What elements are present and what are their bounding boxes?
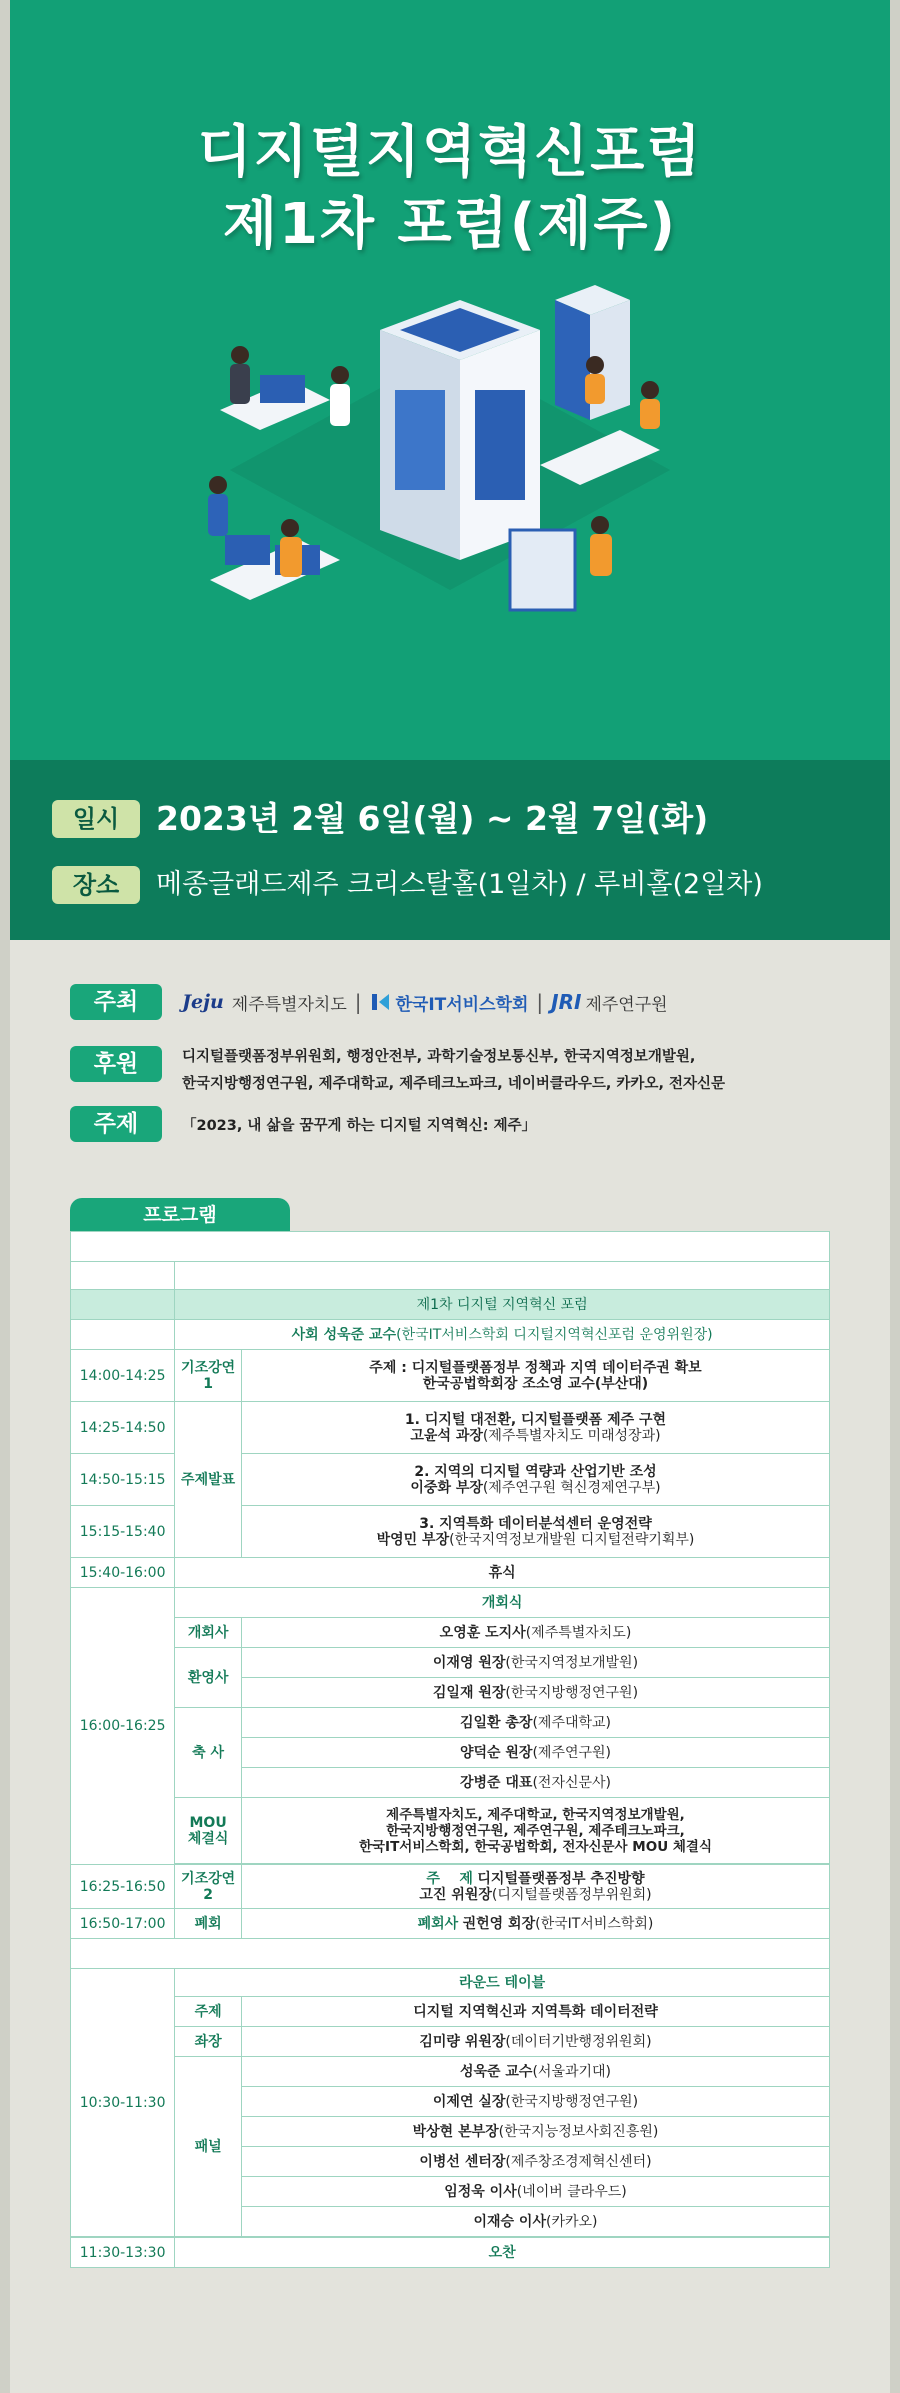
mc-affil: (한국IT서비스학회 디지털지역혁신포럼 운영위원장) <box>396 1326 713 1343</box>
category-cell: 좌장 <box>175 2027 242 2057</box>
date-label: 일시 <box>52 800 140 838</box>
divider: | <box>354 990 362 1014</box>
topic1-title: 1. 디지털 대전환, 디지털플랫폼 제주 구현 <box>404 1411 667 1428</box>
closing-speaker: 권헌영 회장 <box>462 1915 536 1932</box>
time-cell: 16:00-16:25 <box>71 1588 175 1865</box>
congrats2-speaker: 양덕순 원장 <box>459 1744 533 1761</box>
table-row <box>71 1350 830 1402</box>
jri-logo: JRI <box>551 990 582 1014</box>
panel3-name: 박상현 본부장 <box>412 2123 499 2140</box>
mou-line-1: 제주특별자치도, 제주대학교, 한국지역정보개발원, <box>386 1806 685 1823</box>
data-center-illustration <box>200 280 700 740</box>
closing-prefix: 폐회사 <box>417 1915 459 1932</box>
host-label: 주최 <box>70 984 162 1020</box>
roundtable-title: 라운드 테이블 <box>175 1969 830 1997</box>
day2-header-row <box>71 1939 830 1969</box>
time-cell: 16:50-17:00 <box>71 1909 175 1939</box>
divider: | <box>536 990 544 1014</box>
col-time: 시간 <box>71 1262 175 1290</box>
topic2-speaker: 이중화 부장 <box>410 1479 483 1496</box>
panel5-affil: (네이버 클라우드) <box>516 2183 627 2200</box>
keynote2-topic: 디지털플랫폼정부 추진방향 <box>477 1870 645 1887</box>
category-cell: 축 사 <box>175 1708 242 1798</box>
table-row <box>71 1558 830 1588</box>
table-row <box>71 2057 830 2087</box>
keynote1-speaker: 한국공법학회장 조소영 교수(부산대) <box>422 1375 649 1392</box>
host-logos <box>182 984 668 1020</box>
sponsor-line-2: 한국지방행정연구원, 제주대학교, 제주테크노파크, 네이버클라우드, 카카오, 전자신문 <box>182 1076 726 1092</box>
keynote2-prefix: 주 제 <box>426 1870 473 1887</box>
table-row <box>71 2027 830 2057</box>
program-table <box>70 1231 830 2268</box>
table-row <box>71 1290 830 1320</box>
category-cell: 개회사 <box>175 1618 242 1648</box>
sponsor-list <box>182 1044 872 1098</box>
day2-header: 2월 7일(화) 2일차 <box>71 1939 830 1969</box>
day1-header: 2월 6일(월) 1일차 <box>71 1232 830 1262</box>
panel1-name: 성욱준 교수 <box>459 2063 533 2080</box>
event-info-bar <box>10 760 890 940</box>
title-line-2: 제1차 포럼(제주) <box>222 192 678 257</box>
category-cell: 폐회 <box>175 1909 242 1939</box>
panel4-affil: (제주창조경제혁신센터) <box>505 2153 652 2170</box>
panel5-name: 임정욱 이사 <box>444 2183 517 2200</box>
congrats2-affil: (제주연구원) <box>532 1744 611 1761</box>
time-cell: 15:40-16:00 <box>71 1558 175 1588</box>
topic2-title: 2. 지역의 디지털 역량과 산업기반 조성 <box>414 1463 657 1480</box>
category-cell: 환영사 <box>175 1648 242 1708</box>
time-cell: 15:15-15:40 <box>71 1506 175 1558</box>
column-header-row <box>71 1262 830 1290</box>
mou-line-2: 한국지방행정연구원, 제주연구원, 제주테크노파크, <box>386 1822 685 1839</box>
chair-name: 김미량 위원장 <box>419 2033 506 2050</box>
panel6-affil: (카카오) <box>545 2213 598 2230</box>
mou-cat-2: 체결식 <box>187 1830 229 1847</box>
welcome1-speaker: 이재영 원장 <box>432 1654 506 1671</box>
category-cell: 기조강연2 <box>175 1865 242 1909</box>
roundtable-topic: 디지털 지역혁신과 지역특화 데이터전략 <box>241 1997 829 2027</box>
panel1-affil: (서울과기대) <box>532 2063 611 2080</box>
time-cell: 14:25-14:50 <box>71 1402 175 1454</box>
category-cell: 기조강연1 <box>175 1350 242 1402</box>
col-content: 주요 내용 <box>175 1262 830 1290</box>
panel3-affil: (한국지능정보사회진흥원) <box>498 2123 659 2140</box>
welcome2-speaker: 김일재 원장 <box>432 1684 506 1701</box>
theme-label: 주제 <box>70 1106 162 1142</box>
table-row <box>71 1865 830 1909</box>
table-row <box>71 1648 830 1678</box>
day1-header-row <box>71 1232 830 1262</box>
host-kits: 한국IT서비스학회 <box>395 994 529 1015</box>
topic2-affil: (제주연구원 혁신경제연구부) <box>482 1479 661 1496</box>
break-label: 휴식 <box>175 1558 830 1588</box>
topic1-speaker: 고윤석 과장 <box>410 1427 483 1444</box>
keynote1-topic: 주제 : 디지털플랫폼정부 정책과 지역 데이터주권 확보 <box>369 1359 702 1376</box>
panel2-name: 이제연 실장 <box>432 2093 506 2110</box>
theme-value: 「2023, 내 삶을 꿈꾸게 하는 디지털 지역혁신: 제주」 <box>182 1118 537 1134</box>
event-date: 2023년 2월 6일(월) ~ 2월 7일(화) <box>156 799 709 838</box>
chair-affil: (데이터기반행정위원회) <box>505 2033 652 2050</box>
table-row <box>71 1588 830 1618</box>
keynote2-speaker: 고진 위원장 <box>419 1886 492 1903</box>
table-row <box>71 1708 830 1738</box>
category-cell: 주제 <box>175 1997 242 2027</box>
topic3-speaker: 박영민 부장 <box>376 1531 450 1548</box>
panel6-name: 이재승 이사 <box>473 2213 546 2230</box>
topic3-title: 3. 지역특화 데이터분석센터 운영전략 <box>419 1515 652 1532</box>
time-cell: 11:30-13:30 <box>71 2238 175 2268</box>
host-jeju: 제주특별자치도 <box>231 994 347 1015</box>
host-jri: 제주연구원 <box>585 994 668 1015</box>
category-cell: 패널 <box>175 2057 242 2237</box>
closing-affil: (한국IT서비스학회) <box>535 1915 654 1932</box>
panel2-affil: (한국지방행정연구원) <box>505 2093 639 2110</box>
poster <box>10 0 890 2393</box>
time-cell: 14:00-14:25 <box>71 1350 175 1402</box>
opening-speaker: 오영훈 도지사 <box>439 1624 526 1641</box>
place-label: 장소 <box>52 866 140 904</box>
congrats3-speaker: 강병준 대표 <box>459 1774 533 1791</box>
mou-cat-1: MOU <box>189 1814 227 1831</box>
forum-title: 제1차 디지털 지역혁신 포럼 <box>175 1290 830 1320</box>
welcome2-affil: (한국지방행정연구원) <box>505 1684 639 1701</box>
time-cell: 10:30-11:30 <box>71 1969 175 2237</box>
panel4-name: 이병선 센터장 <box>419 2153 506 2170</box>
hero-banner <box>10 0 890 760</box>
mou-line-3: 한국IT서비스학회, 한국공법학회, 전자신문사 MOU 체결식 <box>358 1838 712 1855</box>
table-row <box>71 1618 830 1648</box>
jeju-logo: Jeju <box>182 991 224 1013</box>
event-place: 메종글래드제주 크리스탈홀(1일차) / 루비홀(2일차) <box>156 869 763 900</box>
table-row <box>71 2238 830 2268</box>
kits-logo-icon <box>370 991 392 1013</box>
opening-title: 개회식 <box>175 1588 830 1618</box>
category-cell: 주제발표 <box>175 1402 242 1558</box>
keynote2-affil: (디지털플랫폼정부위원회) <box>491 1886 652 1903</box>
sponsor-label: 후원 <box>70 1046 162 1082</box>
lunch-label: 오찬 <box>175 2238 830 2268</box>
topic1-affil: (제주특별자치도 미래성장과) <box>482 1427 661 1444</box>
topic3-affil: (한국지역정보개발원 디지털전략기획부) <box>449 1531 695 1548</box>
program-tab: 프로그램 <box>70 1198 290 1232</box>
time-cell: 14:50-15:15 <box>71 1454 175 1506</box>
table-row <box>71 1320 830 1350</box>
congrats1-speaker: 김일환 총장 <box>459 1714 533 1731</box>
welcome1-affil: (한국지역정보개발원) <box>505 1654 639 1671</box>
table-row <box>71 1402 830 1454</box>
table-row <box>71 1798 830 1864</box>
opening-affil: (제주특별자치도) <box>525 1624 632 1641</box>
congrats3-affil: (전자신문사) <box>532 1774 611 1791</box>
mc-name: 사회 성욱준 교수 <box>291 1326 397 1343</box>
table-row <box>71 1997 830 2027</box>
congrats1-affil: (제주대학교) <box>532 1714 611 1731</box>
table-row <box>71 1969 830 1997</box>
time-cell: 16:25-16:50 <box>71 1865 175 1909</box>
title-line-1: 디지털지역혁신포럼 <box>197 120 703 185</box>
sponsor-line-1: 디지털플랫폼정부위원회, 행정안전부, 과학기술정보통신부, 한국지역정보개발원, <box>182 1049 696 1065</box>
table-row <box>71 1909 830 1939</box>
